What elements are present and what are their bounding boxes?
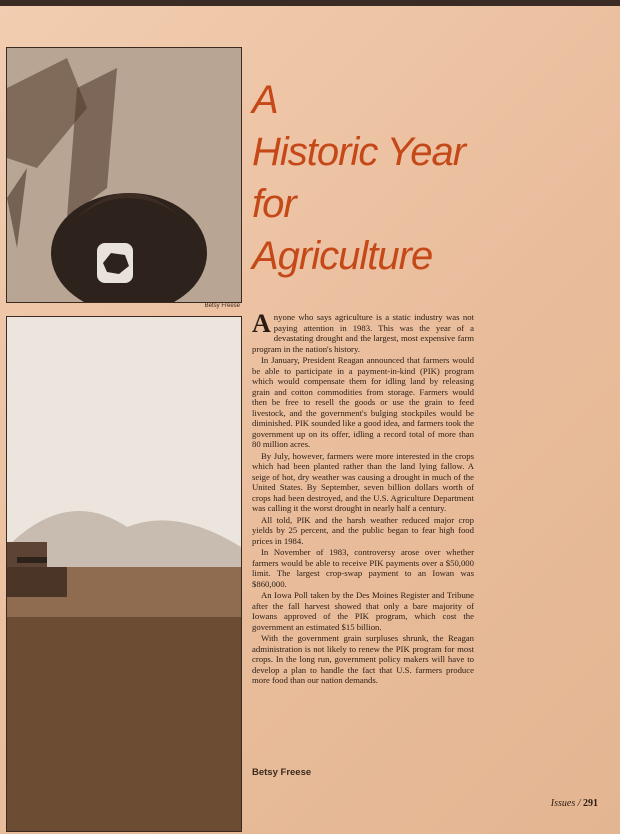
paragraph-5: In November of 1983, controversy arose over whether farmers would be able to receive PIK payments over a $50,000 limit. The largest crop-swap payment to an Iowan was $860,000. xyxy=(252,547,474,589)
paragraph-3: By July, however, farmers were more interested in the crops which had been planted rather than the land lying fallow. A seige of hot, dry weather was causing a drought in much of the United States. By September, seven billion dollars worth of crops had been destroyed, and the U.S. Agriculture Department was calling it the worst drought in nearly half a century. xyxy=(252,450,474,513)
harvest-illustration xyxy=(7,317,241,831)
paragraph-4: All told, PIK and the harsh weather reduced major crop yields by 25 percent, and the public began to fear high food prices in 1984. xyxy=(252,514,474,546)
paragraph-1 xyxy=(252,309,474,354)
paragraph-1-text: nyone who says agriculture is a static industry was not paying attention in 1983. This was the year of a devastating drought and the largest, most expensive farm program in the nation's history. xyxy=(252,312,474,354)
paragraph-7: With the government grain surpluses shrunk, the Reagan administration is not likely to renew the PIK program for most crops. In the long run, government policy makers will have to develop a plan to handle the fact that U.S. farmers produce more food than our nation demands. xyxy=(252,633,474,685)
drop-cap: A xyxy=(252,309,271,338)
title-line-3: for xyxy=(252,182,296,226)
paragraph-2: In January, President Reagan announced that farmers would be able to participate in a payment-in-kind (PIK) program which would compensate them for idling land by releasing grain and cotton commodities from storage. Farmers would then be free to resell the goods or use the grain to feed livestock, and the government's bulging stockpiles would be diminished. PIK sounded like a good idea, and farmers took the government up on its offer, idling a record total of more than 80 million acres. xyxy=(252,355,474,449)
folio-page-number: 291 xyxy=(583,798,598,809)
drought-field-illustration xyxy=(7,48,241,302)
title-line-2: Historic Year xyxy=(252,130,466,174)
title-line-4: Agriculture xyxy=(252,234,433,278)
top-shade xyxy=(0,0,620,6)
title-line-1: A xyxy=(252,78,278,122)
byline: Betsy Freese xyxy=(252,767,312,778)
harvest-photo xyxy=(6,316,242,832)
photo-credit: Betsy Freese xyxy=(204,303,240,309)
paragraph-6: An Iowa Poll taken by the Des Moines Register and Tribune after the fall harvest showed that only a bare majority of Iowans approved of the PIK program, which cost the government an estimated $15 billion. xyxy=(252,590,474,632)
folio-section: Issues / xyxy=(550,798,581,809)
article-body xyxy=(252,309,474,687)
article-title xyxy=(252,74,612,282)
page-folio xyxy=(551,798,598,809)
drought-field-photo xyxy=(6,47,242,303)
